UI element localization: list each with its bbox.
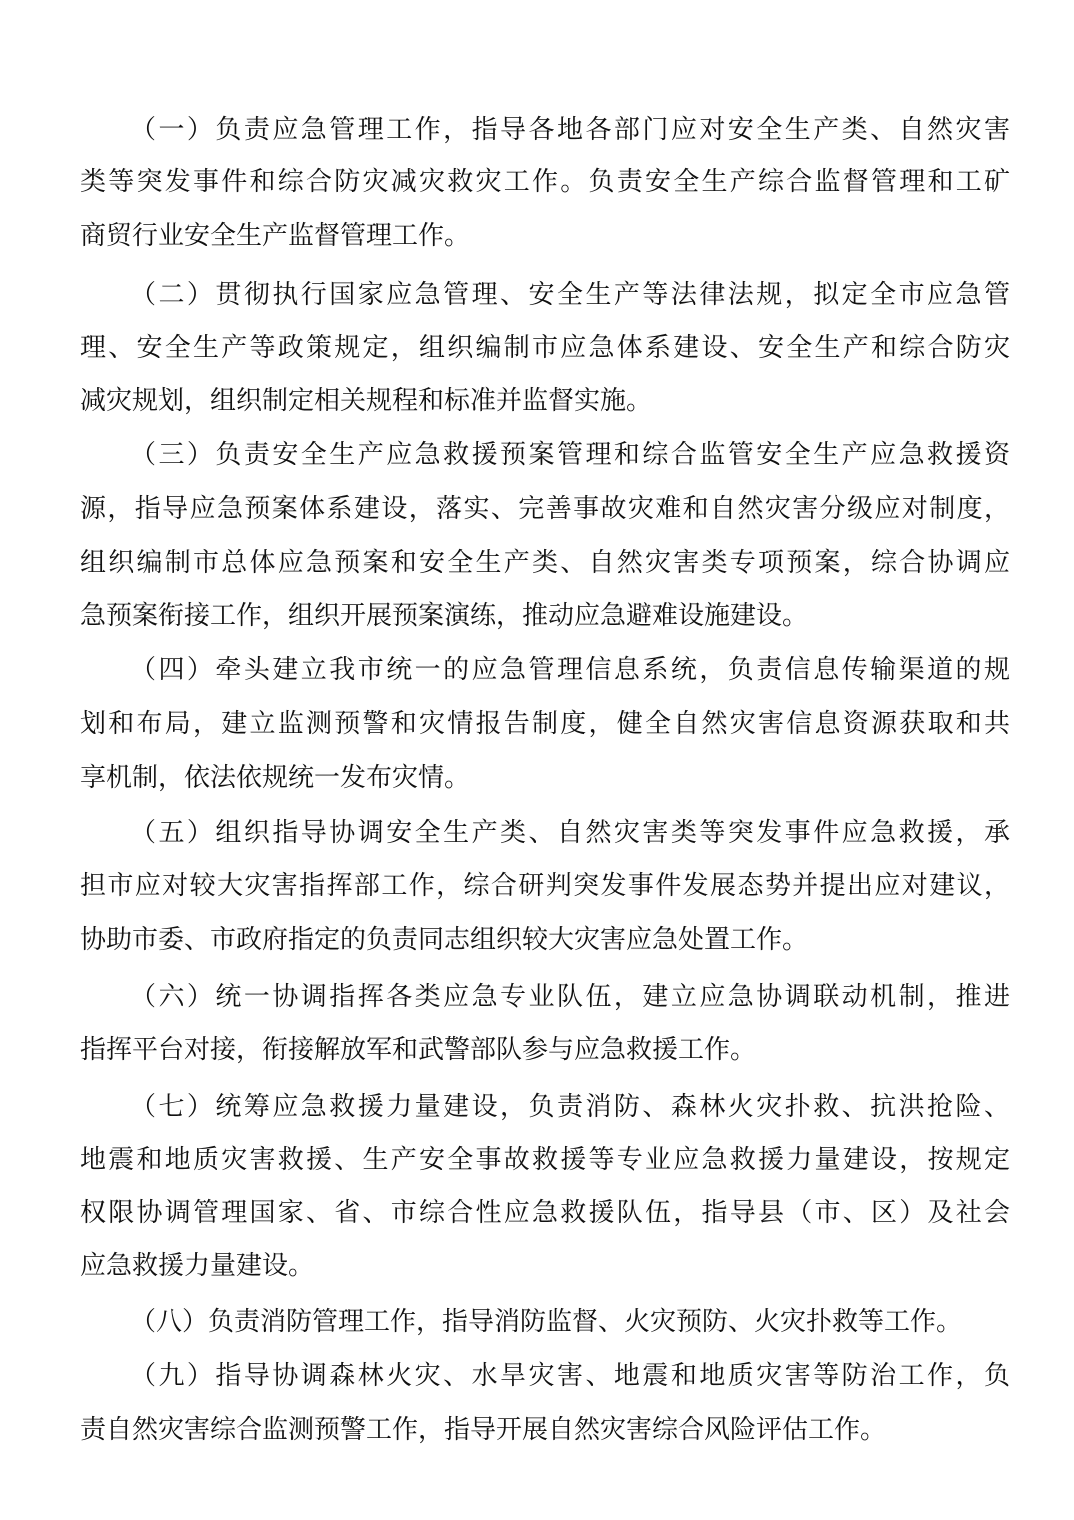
text-line: （五）组织指导协调安全生产类、自然灾害类等突发事件应急救援，承: [130, 818, 1010, 848]
text-line: （九）指导协调森林火灾、水旱灾害、地震和地质灾害等防治工作，负: [130, 1361, 1010, 1391]
text-line: （二）贯彻执行国家应急管理、安全生产等法律法规，拟定全市应急管: [130, 280, 1010, 310]
text-line: （八）负责消防管理工作，指导消防监督、火灾预防、火灾扑救等工作。: [130, 1307, 963, 1337]
text-line: 商贸行业安全生产监督管理工作。: [80, 221, 471, 251]
text-line: 组织编制市总体应急预案和安全生产类、自然灾害类专项预案，综合协调应: [80, 548, 1010, 578]
text-line: （七）统筹应急救援力量建设，负责消防、森林火灾扑救、抗洪抢险、: [130, 1092, 1010, 1122]
text-line: （四）牵头建立我市统一的应急管理信息系统，负责信息传输渠道的规: [130, 655, 1010, 685]
text-line: 享机制，依法依规统一发布灾情。: [80, 763, 471, 793]
text-line: 指挥平台对接，衔接解放军和武警部队参与应急救援工作。: [80, 1035, 757, 1065]
text-line: 权限协调管理国家、省、市综合性应急救援队伍，指导县（市、区）及社会: [80, 1198, 1010, 1228]
text-line: 类等突发事件和综合防灾减灾救灾工作。负责安全生产综合监督管理和工矿: [80, 167, 1010, 197]
text-line: 减灾规划，组织制定相关规程和标准并监督实施。: [80, 386, 653, 416]
text-line: 理、安全生产等政策规定，组织编制市应急体系建设、安全生产和综合防灾: [80, 333, 1010, 363]
text-line: 地震和地质灾害救援、生产安全事故救援等专业应急救援力量建设，按规定: [80, 1145, 1010, 1175]
text-line: 责自然灾害综合监测预警工作，指导开展自然灾害综合风险评估工作。: [80, 1415, 887, 1445]
text-line: 源，指导应急预案体系建设，落实、完善事故灾难和自然灾害分级应对制度，: [80, 494, 1010, 524]
text-line: （三）负责安全生产应急救援预案管理和综合监管安全生产应急救援资: [130, 440, 1010, 470]
text-line: 协助市委、市政府指定的负责同志组织较大灾害应急处置工作。: [80, 925, 809, 955]
text-line: （六）统一协调指挥各类应急专业队伍，建立应急协调联动机制，推进: [130, 982, 1010, 1012]
text-line: 应急救援力量建设。: [80, 1251, 315, 1281]
text-line: 急预案衔接工作，组织开展预案演练，推动应急避难设施建设。: [80, 601, 809, 631]
text-line: 划和布局，建立监测预警和灾情报告制度，健全自然灾害信息资源获取和共: [80, 709, 1010, 739]
text-line: （一）负责应急管理工作，指导各地各部门应对安全生产类、自然灾害: [130, 115, 1010, 145]
text-line: 担市应对较大灾害指挥部工作，综合研判突发事件发展态势并提出应对建议，: [80, 871, 1010, 901]
